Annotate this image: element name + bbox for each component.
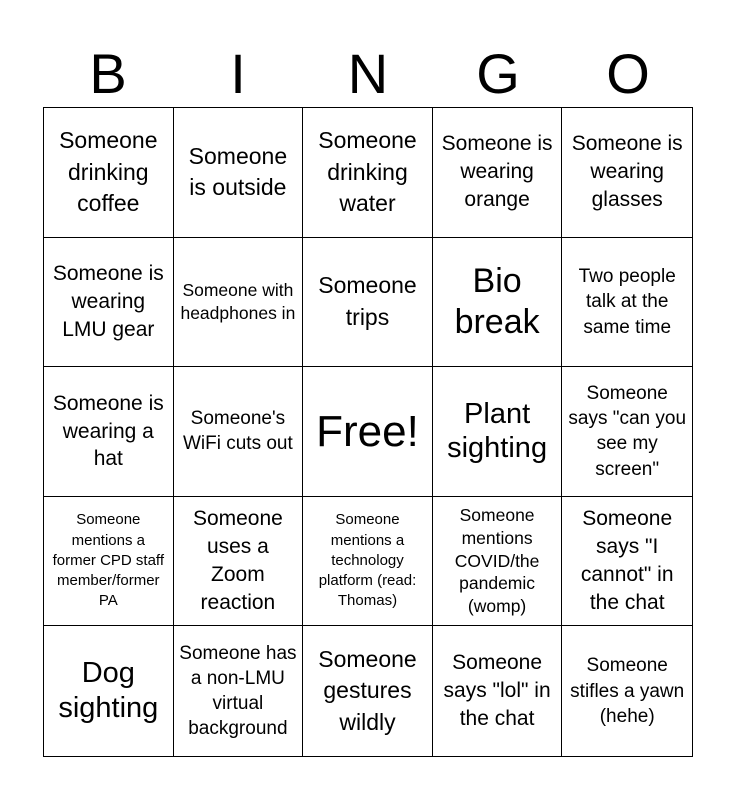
bingo-cell[interactable]	[433, 497, 563, 627]
bingo-cell[interactable]	[433, 108, 563, 238]
cell-text: Someone mentions COVID/the pandemic (womp)	[454, 505, 540, 617]
cell-text: Someone says "lol" in the chat	[443, 651, 551, 731]
cell-text: Someone says "can you see my screen"	[568, 382, 687, 480]
bingo-cell[interactable]	[303, 497, 433, 627]
bingo-cell[interactable]	[44, 626, 174, 756]
cell-text: Someone drinking coffee	[59, 127, 158, 217]
cell-text: Someone drinking water	[318, 127, 417, 217]
bingo-cell[interactable]	[44, 367, 174, 497]
bingo-cell[interactable]	[44, 497, 174, 627]
bingo-cell[interactable]	[44, 238, 174, 368]
bingo-cell[interactable]	[174, 108, 304, 238]
cell-text: Someone has a non-LMU virtual background	[179, 642, 297, 740]
cell-text: Two people talk at the same time	[578, 265, 676, 338]
header-letter-i: I	[230, 42, 246, 105]
cell-text: Someone is outside	[188, 142, 288, 201]
bingo-board	[43, 107, 693, 757]
bingo-cell[interactable]	[174, 626, 304, 756]
cell-text: Plant sighting	[447, 397, 548, 465]
header-letter-b: B	[89, 42, 127, 105]
cell-text: Someone says "I cannot" in the chat	[580, 507, 674, 615]
header-letter-o: O	[606, 42, 650, 105]
bingo-cell[interactable]	[303, 238, 433, 368]
bingo-cell[interactable]	[562, 108, 692, 238]
bingo-cell[interactable]	[174, 238, 304, 368]
cell-text: Someone is wearing orange	[441, 132, 553, 212]
cell-text: Someone is wearing glasses	[571, 132, 683, 212]
cell-text: Someone uses a Zoom reaction	[192, 507, 283, 615]
bingo-cell[interactable]	[433, 626, 563, 756]
cell-text: Someone is wearing LMU gear	[52, 262, 164, 341]
bingo-cell[interactable]	[44, 108, 174, 238]
free-space-cell[interactable]	[303, 367, 433, 497]
cell-text: Someone stifles a yawn (hehe)	[570, 655, 685, 727]
bingo-cell[interactable]	[433, 238, 563, 368]
cell-text: Bio break	[454, 262, 540, 341]
bingo-cell[interactable]	[562, 238, 692, 368]
header-letter-g: G	[476, 42, 520, 105]
bingo-cell[interactable]	[303, 626, 433, 756]
cell-text: Free!	[316, 406, 419, 456]
cell-text: Someone's WiFi cuts out	[182, 408, 293, 455]
bingo-cell[interactable]	[174, 497, 304, 627]
header-letter-n: N	[347, 42, 389, 105]
cell-text: Someone gestures wildly	[318, 645, 417, 735]
bingo-cell[interactable]	[562, 626, 692, 756]
bingo-cell[interactable]	[562, 367, 692, 497]
cell-text: Someone with headphones in	[180, 280, 296, 323]
bingo-cell[interactable]	[562, 497, 692, 627]
bingo-cell[interactable]	[303, 108, 433, 238]
cell-text: Dog sighting	[58, 657, 159, 725]
cell-text: Someone trips	[318, 272, 417, 330]
cell-text: Someone mentions a technology platform (read: Thomas)	[318, 511, 417, 610]
bingo-header	[43, 40, 693, 108]
cell-text: Someone is wearing a hat	[52, 391, 164, 471]
bingo-cell[interactable]	[174, 367, 304, 497]
cell-text: Someone mentions a former CPD staff member/former PA	[52, 511, 164, 610]
bingo-cell[interactable]	[433, 367, 563, 497]
